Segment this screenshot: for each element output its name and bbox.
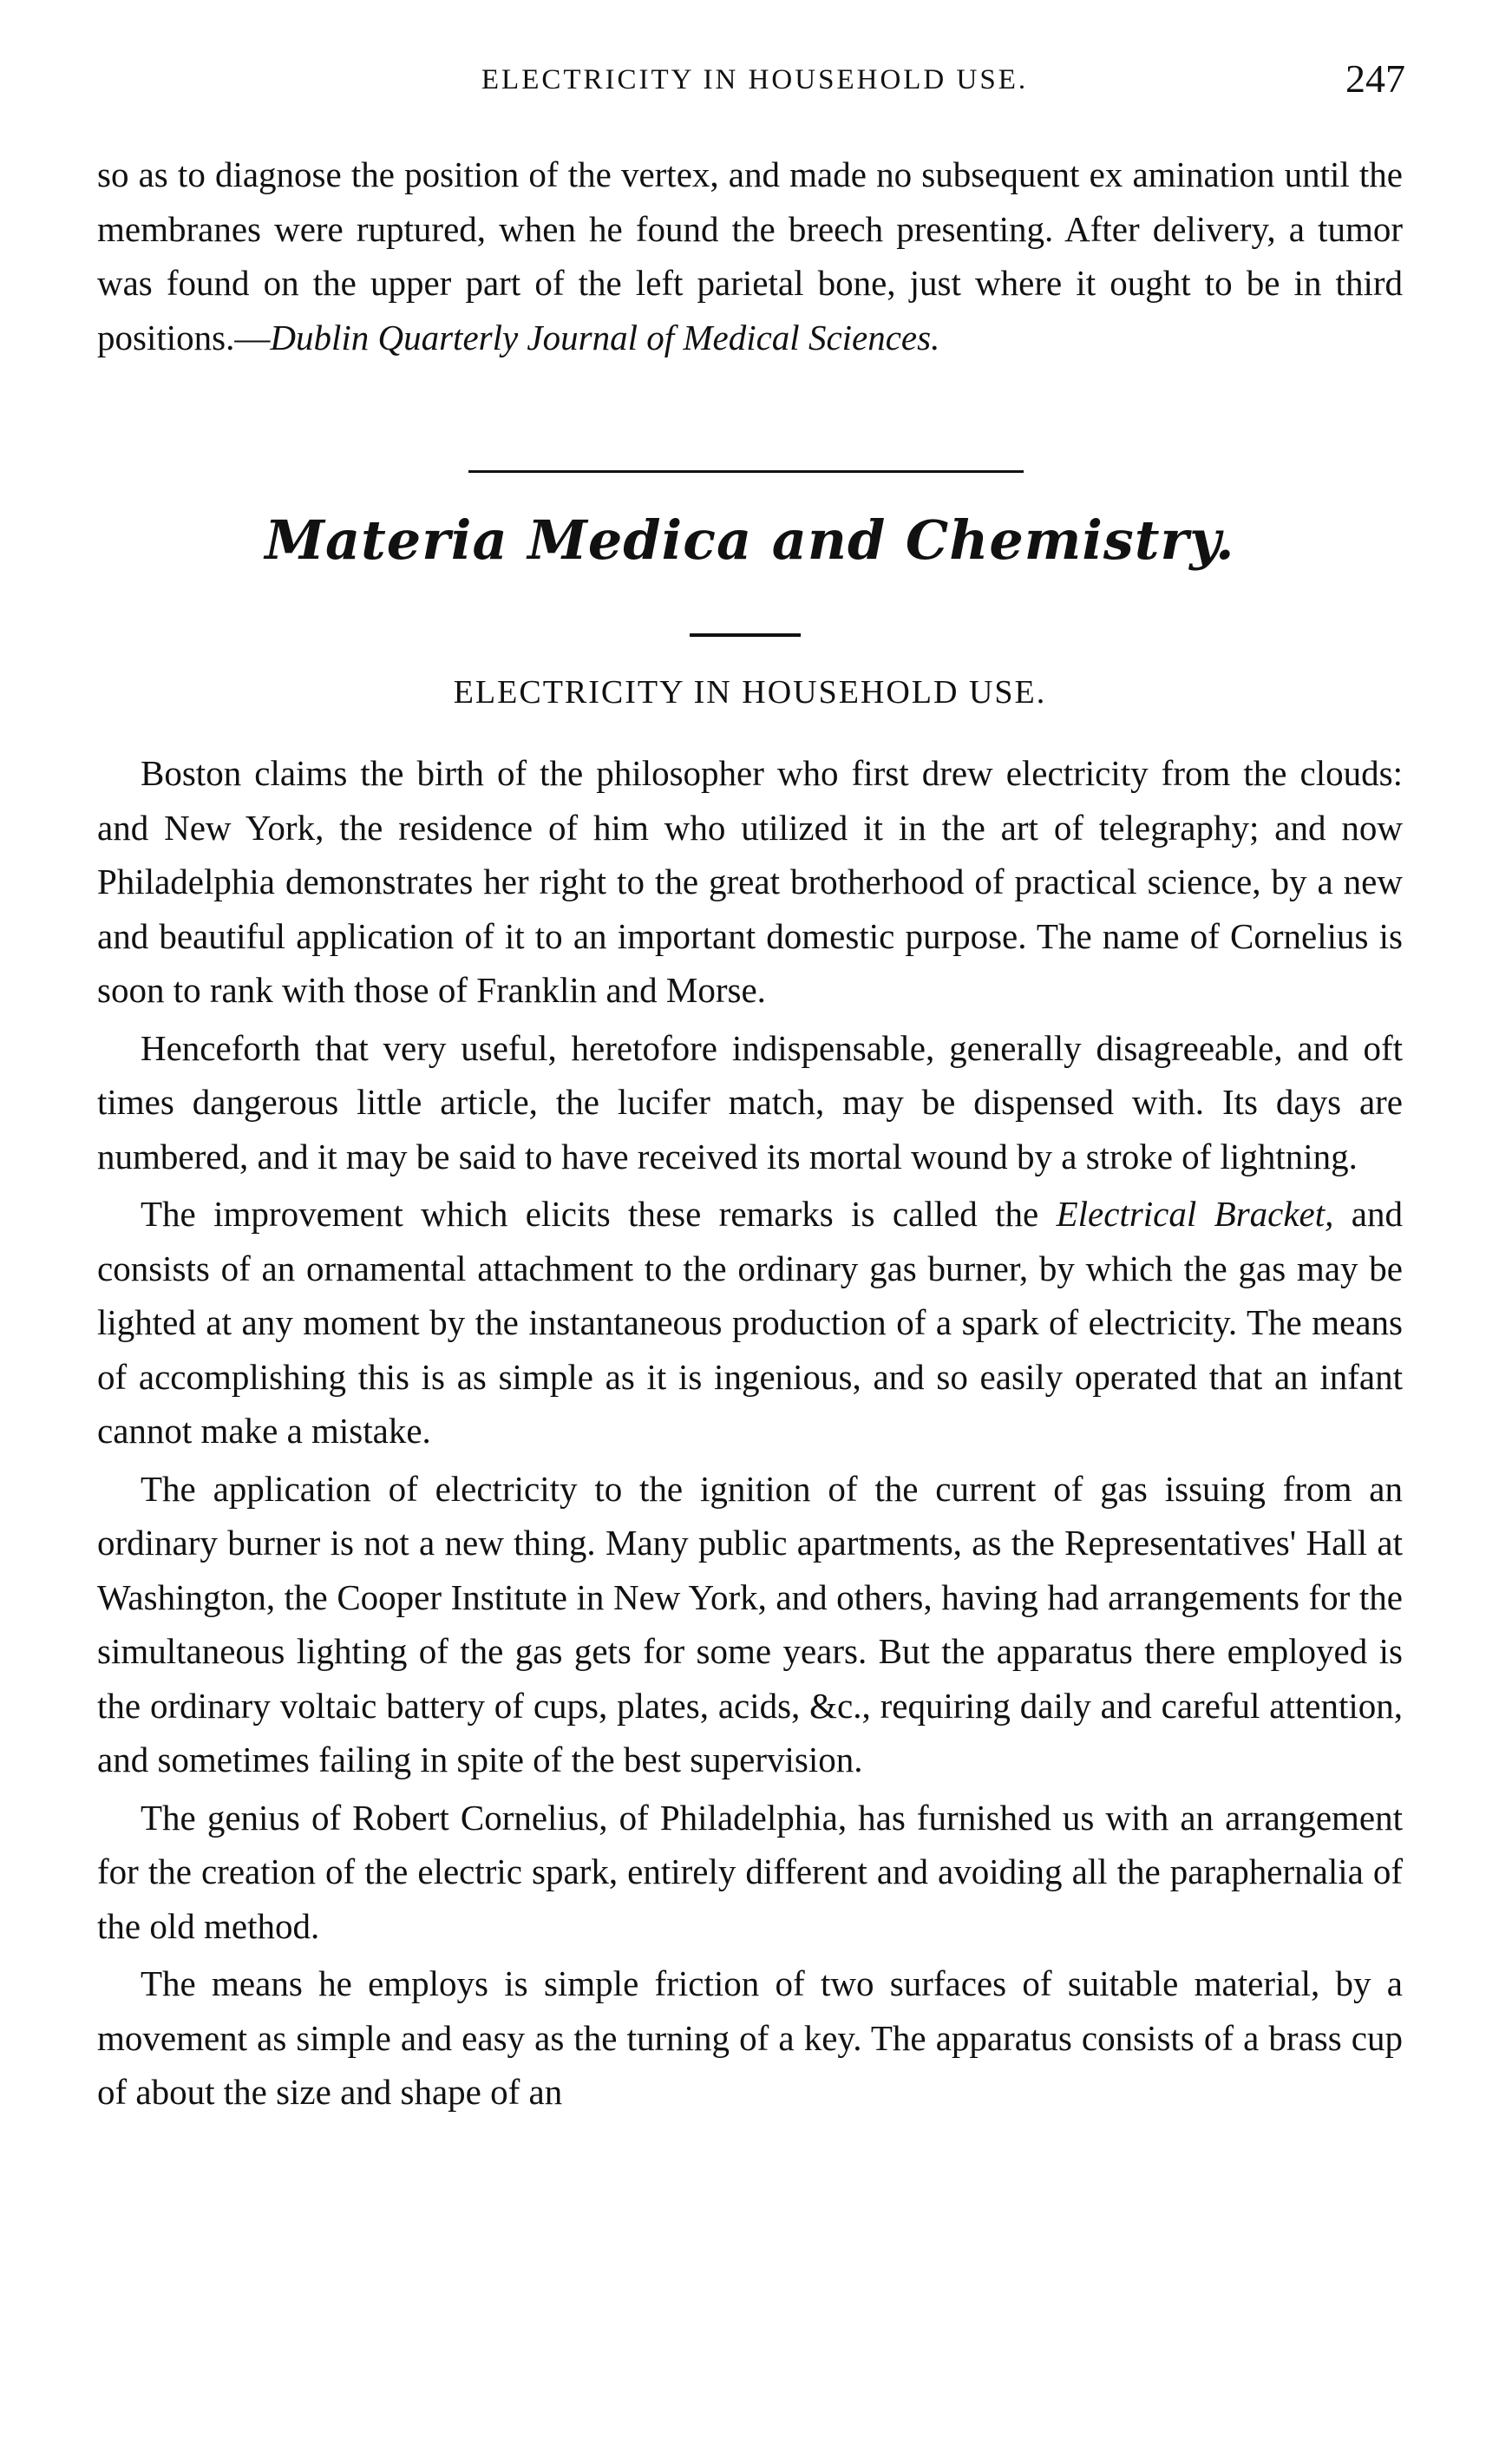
paragraph-3-emphasis: Electrical Bracket, — [1056, 1194, 1334, 1234]
paragraph-4: The application of electricity to the ignition of the current of gas issuing from an ordinary burner is not a new thing. Many public apartments, as the Representatives' Hall at Washington, the Cooper Institute in New York, and others, having had arrangements for the simultaneous lighting of the gas gets for some years. But the apparatus there employed is the ordinary voltaic battery of cups, plates, acids, &c., requiring daily and careful attention, and sometimes failing in spite of the best supervision. — [97, 1468, 1403, 1779]
paragraph-5: The genius of Robert Cornelius, of Philadelphia, has furnished us with an arrangement for the creation of the electric spark, entirely different and avoiding all the paraphernalia of the old method. — [97, 1797, 1403, 1946]
paragraph-3-end: and consists of an ornamental attachment to the ordinary gas burner, by which the gas may be lighted at any moment by the instantaneous production of a spark of electricity. The means of accomplishing this is as simple as it is ingenious, and so easily operated that an infant cannot make a mistake. — [97, 1194, 1403, 1451]
running-title: ELECTRICITY IN HOUSEHOLD USE. — [481, 64, 1029, 95]
paragraph-2: Henceforth that very useful, heretofore indispensable, generally disagreeable, and oft times dangerous little article, the lucifer match, may be dispensed with. Its days are numbered, and it may be said to have received its mortal wound by a stroke of lightning. — [97, 1027, 1403, 1176]
article-title: ELECTRICITY IN HOUSEHOLD USE. — [453, 674, 1047, 711]
source-citation: Dublin Quarterly Journal of Medical Sciences. — [270, 317, 940, 357]
section-divider-short — [690, 633, 801, 637]
page-number: 247 — [1345, 56, 1405, 101]
running-head — [104, 56, 1405, 108]
continued-text — [97, 147, 1403, 364]
section-divider-long — [468, 470, 1024, 473]
article-body — [97, 746, 1403, 2123]
paragraph-1: Boston claims the birth of the philosopher who first drew electricity from the clouds: and New York, the residence of him who utilized it in the art of telegraphy; and now Philadelphia demonstrates her right to the great brotherhood of practical science, by a new and beautiful application of it to an important domestic purpose. The name of Cornelius is soon to rank with those of Franklin and Morse. — [97, 753, 1403, 1010]
paragraph-3 — [97, 1187, 1403, 1458]
section-heading: Materia Medica and Chemistry. — [265, 508, 1235, 572]
continued-paragraph — [97, 147, 1403, 364]
continued-text-body: so as to diagnose the position of the vertex, and made no subsequent ex amination until the membranes were ruptured, when he found the breech presenting. After delivery, a tumor was found on the upper part of the left parietal bone, just where it ought to be in third positions.— — [97, 154, 1403, 357]
paragraph-6: The means he employs is simple friction of two surfaces of suitable material, by a movement as simple and easy as the turning of a key. The apparatus consists of a brass cup of about the size and shape of an — [97, 1963, 1403, 2112]
paragraph-3-start: The improvement which elicits these remarks is called the — [141, 1194, 1057, 1234]
